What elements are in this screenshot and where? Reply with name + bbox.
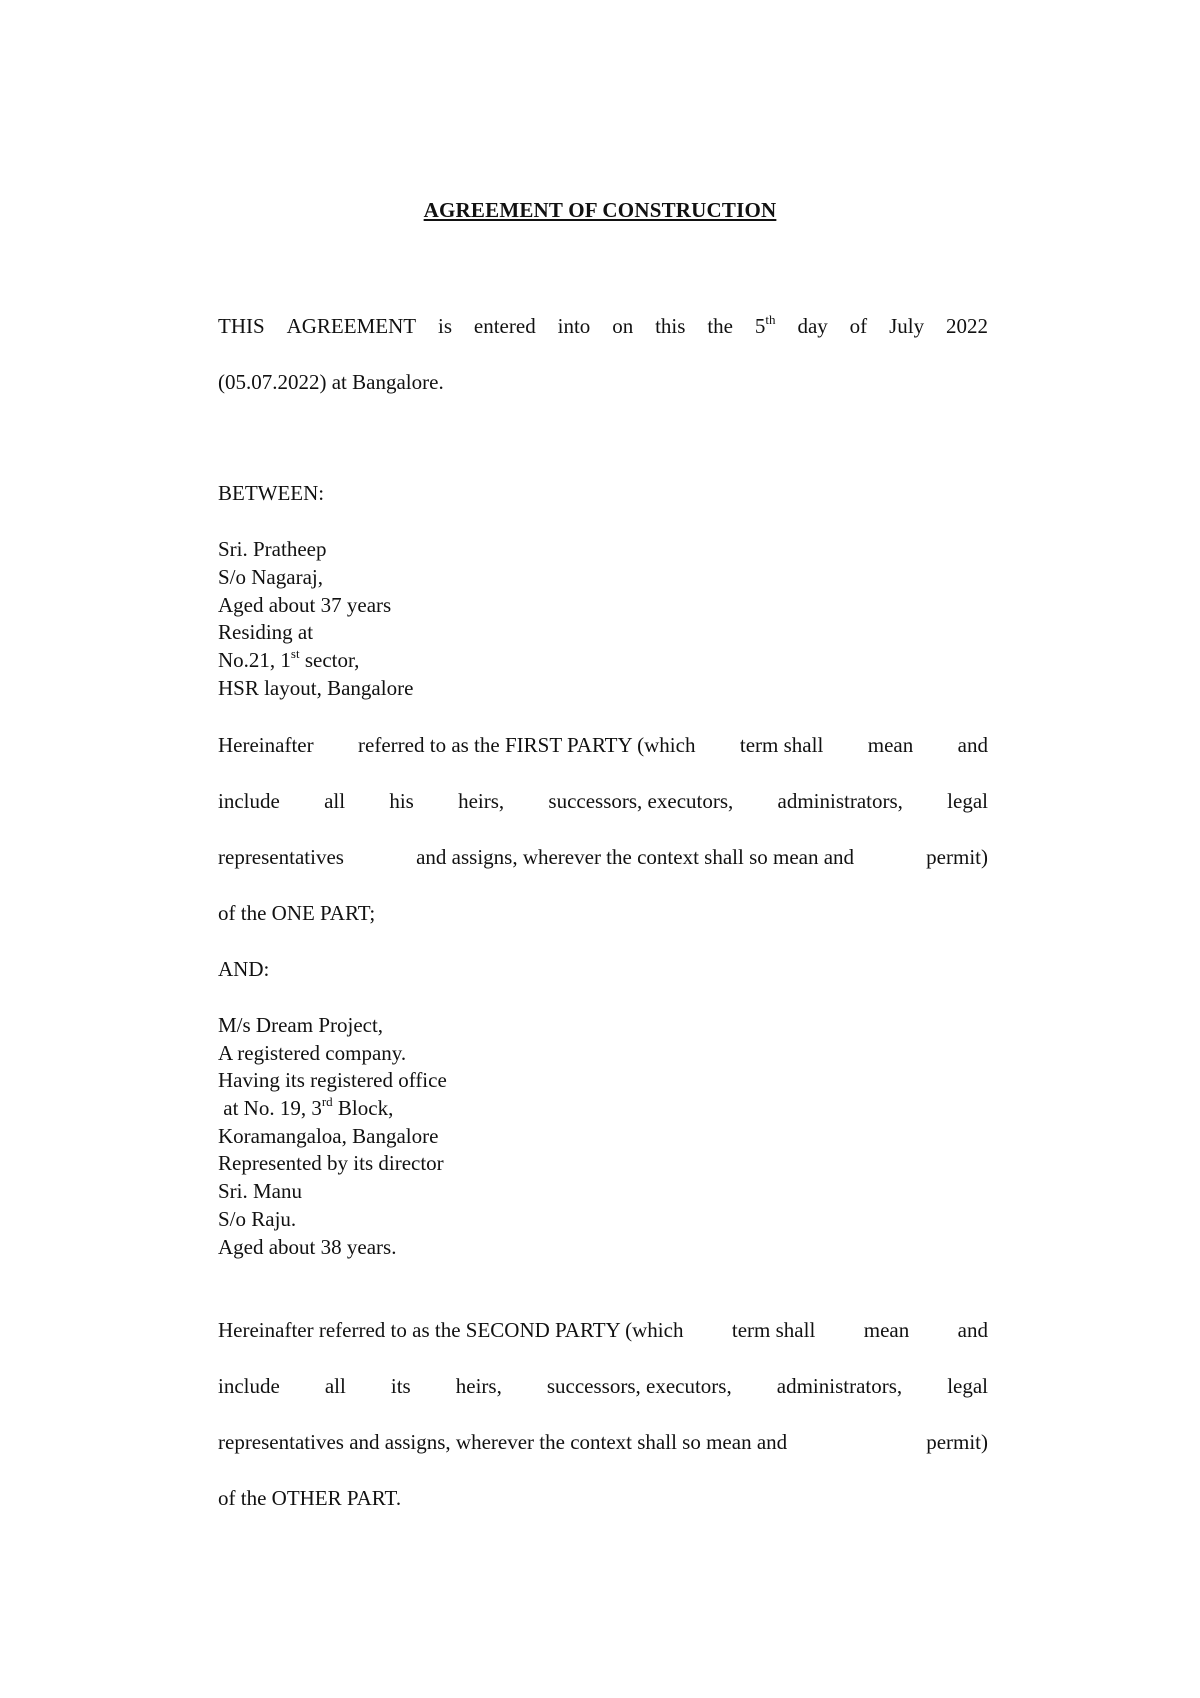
first-party-name: Sri. Pratheep xyxy=(218,537,327,561)
and-label: AND: xyxy=(218,957,270,981)
second-party-clause-line-1: Hereinafter referred to as the SECOND PARTY (which term shall mean and xyxy=(218,1318,988,1342)
second-party-director-age: Aged about 38 years. xyxy=(218,1235,397,1259)
between-label: BETWEEN: xyxy=(218,481,325,505)
second-party-office: Having its registered office xyxy=(218,1068,447,1092)
first-party-relation: S/o Nagaraj, xyxy=(218,565,323,589)
second-party-type: A registered company. xyxy=(218,1041,407,1065)
second-party-name: M/s Dream Project, xyxy=(218,1013,384,1037)
document-title: AGREEMENT OF CONSTRUCTION xyxy=(423,198,777,222)
second-party-clause-line-2: include all its heirs, successors, executors, administrators, legal xyxy=(218,1374,988,1398)
second-party-director: Sri. Manu xyxy=(218,1179,302,1203)
intro-line-1: THIS AGREEMENT is entered into on this the 5th day of July 2022 xyxy=(218,312,988,338)
first-party-residing: Residing at xyxy=(218,620,314,644)
second-party-address-2: Koramangaloa, Bangalore xyxy=(218,1124,439,1148)
first-party-age: Aged about 37 years xyxy=(218,593,392,617)
second-party-clause-line-3: representatives and assigns, wherever the context shall so mean and permit) xyxy=(218,1430,988,1454)
first-party-address-1: No.21, 1st sector, xyxy=(218,646,360,672)
second-party-director-relation: S/o Raju. xyxy=(218,1207,297,1231)
first-party-clause-line-2: include all his heirs, successors, executors, administrators, legal xyxy=(218,789,988,813)
intro-line-2: (05.07.2022) at Bangalore. xyxy=(218,370,444,394)
second-party-address-1: at No. 19, 3rd Block, xyxy=(218,1094,394,1120)
first-party-address-2: HSR layout, Bangalore xyxy=(218,676,414,700)
first-party-clause-line-1: Hereinafter referred to as the FIRST PARTY (which term shall mean and xyxy=(218,733,988,757)
intro-day: 5th xyxy=(754,312,776,338)
second-party-represented: Represented by its director xyxy=(218,1151,444,1175)
first-party-clause-line-3: representatives and assigns, wherever the context shall so mean and permit) xyxy=(218,845,988,869)
first-party-clause-line-4: of the ONE PART; xyxy=(218,901,376,925)
second-party-clause-line-4: of the OTHER PART. xyxy=(218,1486,402,1510)
